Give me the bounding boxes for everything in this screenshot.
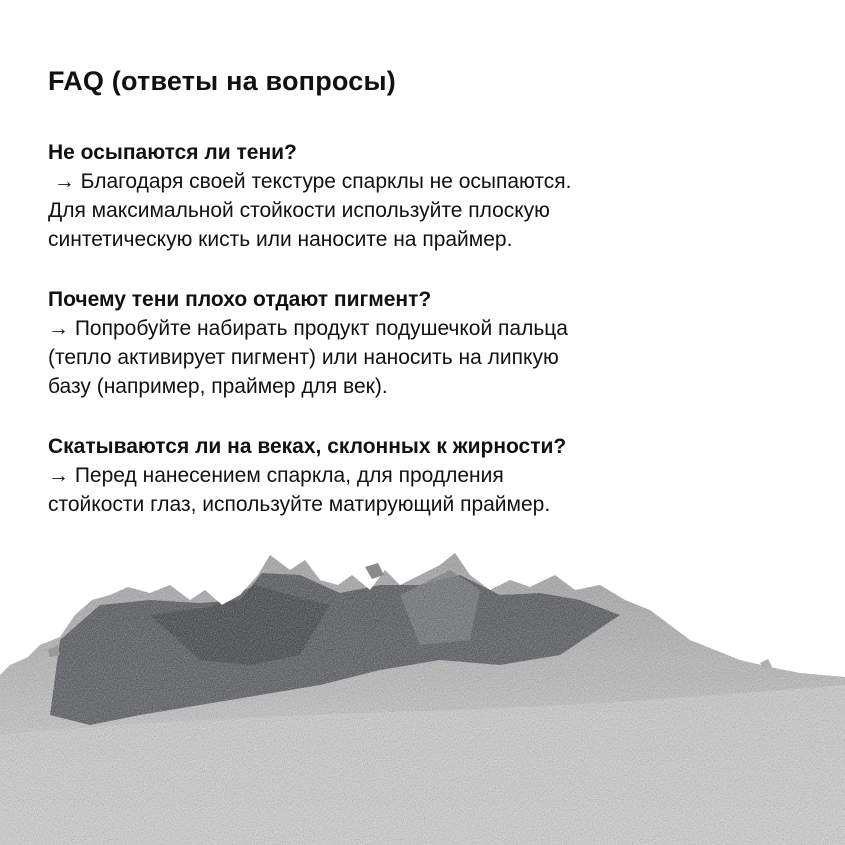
faq-answer-line: → Благодаря своей текстуре спарклы не осыпаются. [48,170,572,193]
faq-answer-line: базу (например, праймер для век). [48,375,388,398]
faq-answer-line: → Перед нанесением спаркла, для продления [48,464,504,487]
faq-content [48,58,808,550]
faq-answer-line: (тепло активирует пигмент) или наносить на липкую [48,346,559,369]
faq-item-shedding [48,138,808,254]
faq-item-oily-lids [48,432,808,519]
glitter-texture-image [0,545,845,845]
faq-list [48,138,808,519]
page-title: FAQ (ответы на вопросы) [48,66,396,96]
faq-answer-line: синтетическую кисть или наносите на праймер. [48,228,513,251]
faq-answer-line: Для максимальной стойкости используйте плоскую [48,199,550,222]
faq-question: Почему тени плохо отдают пигмент? [48,288,432,311]
faq-question: Скатываются ли на веках, склонных к жирности? [48,435,567,458]
faq-question: Не осыпаются ли тени? [48,141,297,164]
faq-answer-line: стойкости глаз, используйте матирующий праймер. [48,493,551,516]
faq-item-pigment [48,285,808,401]
faq-answer-line: → Попробуйте набирать продукт подушечкой пальца [48,317,568,340]
